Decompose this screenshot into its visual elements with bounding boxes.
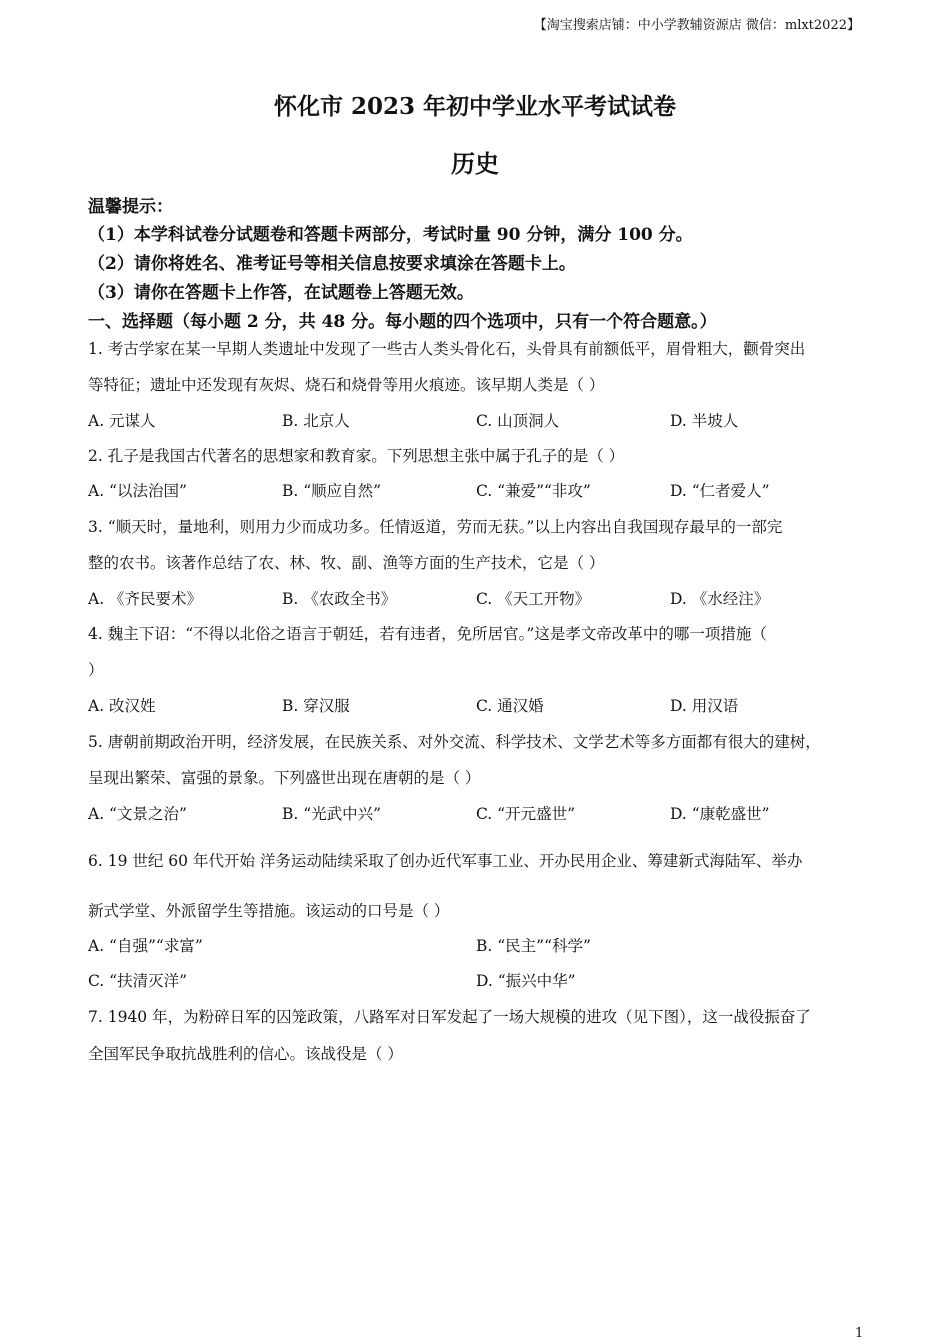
question-4-option-a: A. 改汉姓 xyxy=(88,697,156,715)
tip-item: （3）请你在答题卡上作答，在试题卷上答题无效。 xyxy=(88,283,474,303)
question-3-option-b: B. 《农政全书》 xyxy=(282,590,397,608)
tips-heading: 温馨提示： xyxy=(88,197,173,217)
subject-title: 历史 xyxy=(451,149,499,178)
question-4-option-b: B. 穿汉服 xyxy=(282,697,350,715)
question-3-option-a: A. 《齐民要术》 xyxy=(88,590,203,608)
question-4-option-c: C. 通汉婚 xyxy=(476,697,544,715)
question-5-option-a: A. “文景之治” xyxy=(88,805,187,823)
question-2-option-d: D. “仁者爱人” xyxy=(670,482,770,500)
question-2-text: 2. 孔子是我国古代著名的思想家和教育家。下列思想主张中属于孔子的是（ ） xyxy=(88,447,625,465)
question-3-text: 3. “顺天时，量地利，则用力少而成功多。任情返道，劳而无获。”以上内容出自我国现存最早的一部完 xyxy=(88,518,783,536)
question-1-option-c: C. 山顶洞人 xyxy=(476,412,560,430)
question-5-option-d: D. “康乾盛世” xyxy=(670,805,770,823)
tip-item: （2）请你将姓名、准考证号等相关信息按要求填涂在答题卡上。 xyxy=(88,254,576,274)
question-7-text: 7. 1940 年，为粉碎日军的囚笼政策，八路军对日军发起了一场大规模的进攻（见下图），这一战役振奋了 xyxy=(88,1008,811,1026)
question-5-option-c: C. “开元盛世” xyxy=(476,805,576,823)
question-1-option-d: D. 半坡人 xyxy=(670,412,739,430)
question-5-text: 5. 唐朝前期政治开明，经济发展，在民族关系、对外交流、科学技术、文学艺术等多方面都有很大的建树， xyxy=(88,733,821,751)
question-6-option-c: C. “扶清灭洋” xyxy=(88,972,188,990)
question-6-text: 6. 19 世纪 60 年代开始 洋务运动陆续采取了创办近代军事工业、开办民用企业、筹建新式海陆军、举办 xyxy=(88,852,803,870)
question-1-option-b: B. 北京人 xyxy=(282,412,350,430)
question-6-option-b: B. “民主”“科学” xyxy=(476,937,591,955)
question-4-text: ） xyxy=(88,661,104,679)
question-2-option-a: A. “以法治国” xyxy=(88,482,187,500)
question-6-option-d: D. “振兴中华” xyxy=(476,972,576,990)
question-2-option-b: B. “顺应自然” xyxy=(282,482,382,500)
question-4-option-d: D. 用汉语 xyxy=(670,697,739,715)
section-heading: 一、选择题（每小题 2 分，共 48 分。每小题的四个选项中，只有一个符合题意。） xyxy=(88,312,717,332)
question-6-text: 新式学堂、外派留学生等措施。该运动的口号是（ ） xyxy=(88,902,450,920)
question-3-option-c: C. 《天工开物》 xyxy=(476,590,591,608)
question-3-text: 整的农书。该著作总结了农、林、牧、副、渔等方面的生产技术，它是（ ） xyxy=(88,554,605,572)
question-4-text: 4. 魏主下诏：“不得以北俗之语言于朝廷，若有违者，免所居官。”这是孝文帝改革中的哪一项措施（ xyxy=(88,625,767,643)
tip-item: （1）本学科试卷分试题卷和答题卡两部分，考试时量 90 分钟，满分 100 分。 xyxy=(88,225,693,245)
page-number: 1 xyxy=(855,1326,864,1341)
question-1-text: 等特征；遗址中还发现有灰烬、烧石和烧骨等用火痕迹。该早期人类是（ ） xyxy=(88,376,605,394)
question-1-text: 1. 考古学家在某一早期人类遗址中发现了一些古人类头骨化石，头骨具有前额低平，眉骨粗大，颧骨突出 xyxy=(88,340,806,358)
page-title: 怀化市 2023 年初中学业水平考试试卷 xyxy=(273,93,677,120)
question-5-option-b: B. “光武中兴” xyxy=(282,805,382,823)
question-2-option-c: C. “兼爱”“非攻” xyxy=(476,482,591,500)
question-3-option-d: D. 《水经注》 xyxy=(670,590,770,608)
question-1-option-a: A. 元谋人 xyxy=(88,412,156,430)
header-note: 【淘宝搜索店铺：中小学教辅资源店 微信：mlxt2022】 xyxy=(533,18,860,33)
question-5-text: 呈现出繁荣、富强的景象。下列盛世出现在唐朝的是（ ） xyxy=(88,769,481,787)
question-7-text: 全国军民争取抗战胜利的信心。该战役是（ ） xyxy=(88,1045,403,1063)
question-6-option-a: A. “自强”“求富” xyxy=(88,937,203,955)
